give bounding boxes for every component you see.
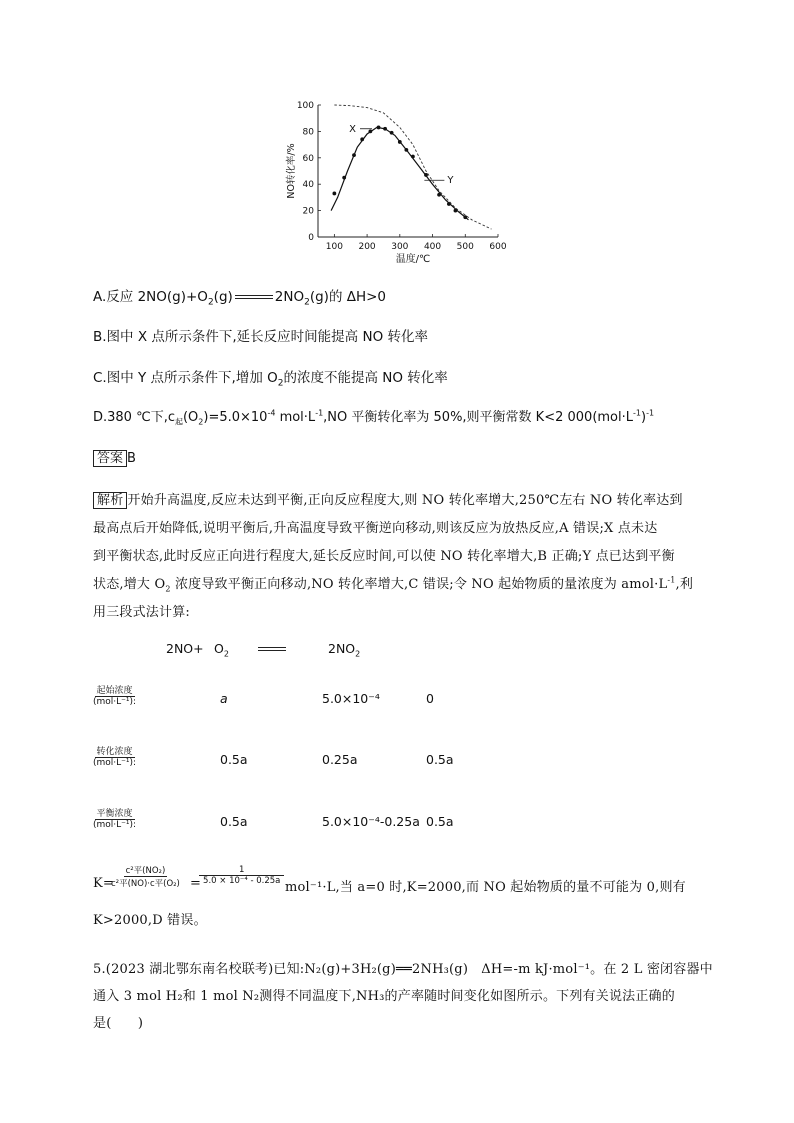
y-tick-label: 20 xyxy=(302,206,314,217)
y-tick-label: 100 xyxy=(296,101,314,111)
row-equilibrium-c3: 0.5a xyxy=(426,814,454,829)
y-tick-label: 60 xyxy=(302,153,314,164)
option-b: B.图中 X 点所示条件下,延长反应时间能提高 NO 转化率 xyxy=(93,329,428,345)
k-fraction-1: c²平(NO₂) c²平(NO)·c平(O₂) xyxy=(111,866,180,889)
question5-line-1: 5.(2023 湖北鄂东南名校联考)已知:N₂(g)+3H₂(g)══2NH₃(g) ΔH=-m kJ·mol⁻¹。在 2 L 密闭容器中 xyxy=(93,962,713,977)
analysis-line-4: 状态,增大 $O_2$ 浓度导致平衡正向移动,NO 转化率增大,C 错误;令 NO 起始物质的量浓度为 $amol\cdot L^{-1}$,利 xyxy=(93,575,694,594)
data-point xyxy=(398,140,402,144)
y-axis-label: NO转化率/% xyxy=(286,143,297,199)
analysis-line-1: 解析 开始升高温度,反应未达到平衡,正向反应程度大,则 NO 转化率增大,250℃左右 NO 转化率达到 xyxy=(93,489,683,508)
data-point xyxy=(424,173,428,177)
data-point xyxy=(332,192,336,196)
row-change-c2: 0.25a xyxy=(322,752,358,767)
x-tick-label: 300 xyxy=(391,242,409,252)
analysis-line-2: 最高点后开始降低,说明平衡后,升高温度导致平衡逆向移动,则该反应为放热反应,A 错误;X 点未达 xyxy=(93,521,658,536)
data-point xyxy=(454,209,458,213)
row-initial-c2: 5.0×10⁻⁴ xyxy=(322,691,380,706)
row-initial-c3: 0 xyxy=(426,691,434,706)
row-change-label: 转化浓度 (mol·L⁻¹): xyxy=(93,744,136,768)
k-line-2: K>2000,D 错误。 xyxy=(93,913,207,928)
x-tick-label: 600 xyxy=(489,242,507,252)
analysis-line-3: 到平衡状态,此时反应正向进行程度大,延长反应时间,可以使 NO 转化率增大,B 正确;Y 点已达到平衡 xyxy=(93,549,675,564)
y-tick-label: 0 xyxy=(308,233,314,243)
equation-sign xyxy=(258,647,286,651)
x-axis-label: 温度/℃ xyxy=(395,254,431,265)
equation-2no: 2NO+ xyxy=(166,641,204,656)
row-initial-label: 起始浓度 (mol·L⁻¹): xyxy=(93,683,136,707)
data-point xyxy=(404,148,408,152)
equation-o2: $O_2$ xyxy=(214,641,229,659)
data-point xyxy=(342,176,346,180)
equilibrium-sign xyxy=(235,295,273,299)
k-fraction-2: $\frac{1}{\text{5.0 × 10⁻⁴ - 0.25a}}$ xyxy=(199,865,284,886)
row-equilibrium-c1: 0.5a xyxy=(220,814,248,829)
x-tick-label: 200 xyxy=(358,242,376,252)
data-point xyxy=(390,131,394,135)
k-tail: mol⁻¹·L,当 a=0 时,K=2000,而 NO 起始物质的量不可能为 0,则有 xyxy=(285,880,686,895)
row-equilibrium-label: 平衡浓度 (mol·L⁻¹): xyxy=(93,806,136,830)
annotation-x-label: X xyxy=(349,123,356,135)
analysis-line-5: 用三段式法计算: xyxy=(93,605,190,620)
row-change-c1: 0.5a xyxy=(220,752,248,767)
equation-2no2: $2NO_2$ xyxy=(328,641,361,659)
answer-line xyxy=(93,447,136,466)
no-conversion-chart xyxy=(280,95,520,265)
data-point xyxy=(352,153,356,157)
data-point xyxy=(447,202,451,206)
data-point xyxy=(383,127,387,131)
data-point xyxy=(437,193,441,197)
row-equilibrium-c2: 5.0×10⁻⁴-0.25a xyxy=(322,814,420,829)
data-point xyxy=(411,155,415,159)
answer-tag: 答案 xyxy=(93,450,127,467)
analysis-tag: 解析 xyxy=(93,492,127,509)
k-lhs: K= xyxy=(93,876,115,891)
k-equals: = xyxy=(190,876,202,891)
answer-value: B xyxy=(127,451,136,466)
option-d: D.380 ℃下$,c_起(O_2)=5.0\times 10^{-4}$ $mol\cdot L^{-1},NO$ 平衡转化率为 50%,则平衡常数 K<2 $000(mol\cdot L^{-1})^{-1}$ xyxy=(93,408,655,427)
data-point xyxy=(377,126,381,130)
x-tick-label: 400 xyxy=(423,242,442,252)
row-change-c3: 0.5a xyxy=(426,752,454,767)
option-a: A.反应 $2NO(g)+O_2(g)$ $2NO_2(g)$的 ΔH>0 xyxy=(93,289,387,308)
question5-line-2: 通入 3 mol H₂和 1 mol N₂测得不同温度下,NH₃的产率随时间变化如图所示。下列有关说法正确的 xyxy=(93,989,675,1004)
option-c: C.图中 Y 点所示条件下,增加 $O_2$的浓度不能提高 NO 转化率 xyxy=(93,370,448,389)
y-tick-label: 80 xyxy=(302,127,314,138)
x-tick-label: 500 xyxy=(456,242,474,252)
annotation-y-label: Y xyxy=(447,175,454,187)
data-point xyxy=(360,137,364,141)
question5-line-3: 是( ) xyxy=(93,1016,144,1031)
equilibrium-curve xyxy=(334,105,491,229)
row-initial-c1: a xyxy=(220,691,228,706)
y-tick-label: 40 xyxy=(302,180,314,191)
x-tick-label: 100 xyxy=(325,242,343,252)
data-point xyxy=(463,215,467,219)
data-point xyxy=(368,130,372,134)
